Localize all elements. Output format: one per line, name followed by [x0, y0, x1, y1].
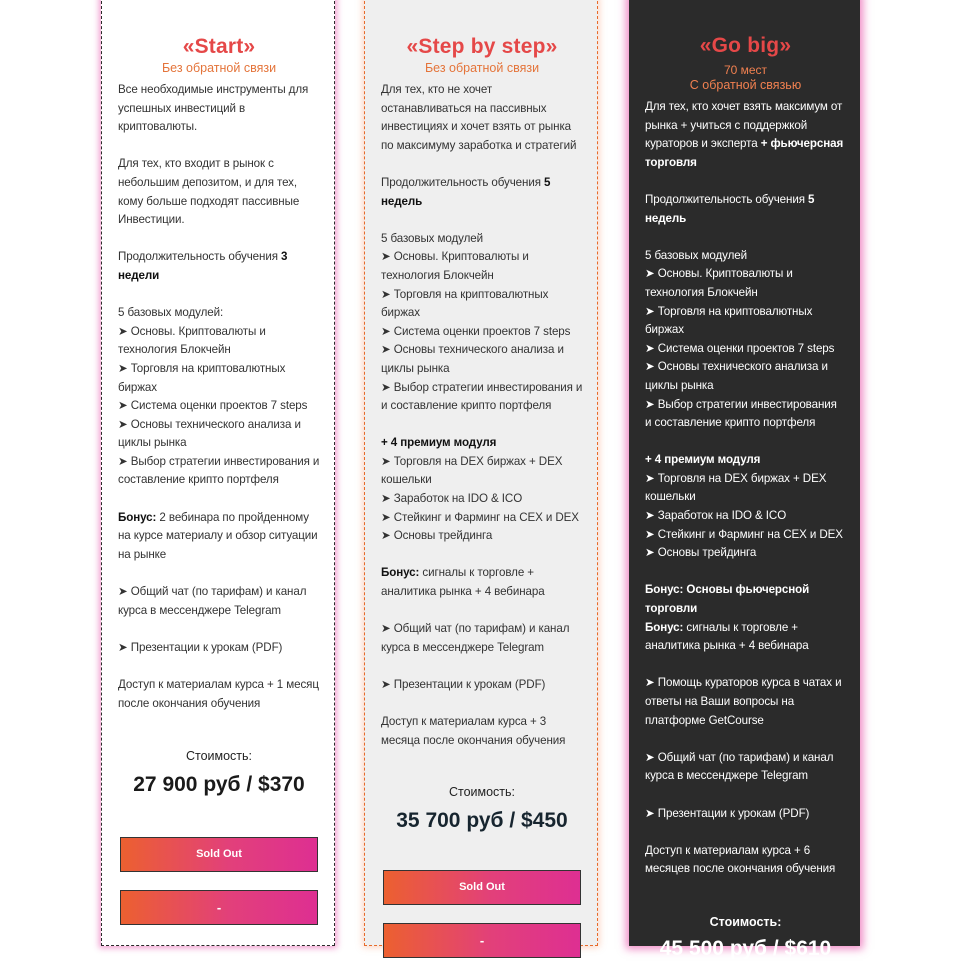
- premium-heading: + 4 премиум модуля: [645, 453, 761, 467]
- plan-description: [645, 98, 846, 879]
- module-item: ➤ Основы технического анализа и циклы рынка: [645, 360, 828, 392]
- desc-line: ➤ Общий чат (по тарифам) и канал курса в мессенджере Telegram: [118, 585, 307, 617]
- price: 45 500 руб / $610: [659, 936, 832, 960]
- price: 35 700 руб / $450: [396, 809, 568, 833]
- desc-line: ➤ Помощь кураторов курса в чатах и ответы на Ваши вопросы на платформе GetCourse: [645, 676, 842, 727]
- module-item: ➤ Торговля на DEX биржах + DEX кошельки: [645, 471, 827, 504]
- module-item: ➤ Торговля на криптовалютных биржах: [381, 287, 549, 320]
- desc-line: 5 базовых модулей: [645, 248, 747, 262]
- premium-heading: + 4 премиум модуля: [381, 436, 497, 450]
- module-item: ➤ Торговля на DEX биржах + DEX кошельки: [381, 454, 563, 487]
- plan-title: «Start»: [182, 35, 256, 58]
- bonus-line: Бонус: сигналы к торговле + аналитика рынка + 4 вебинара: [645, 620, 809, 653]
- bonus-line: Бонус: 2 вебинара по пройденному на курсе материалу и обзор ситуации на рынке: [118, 510, 318, 561]
- price-label: Стоимость:: [448, 785, 516, 800]
- bonus-line: Бонус: сигналы к торговле + аналитика рынка + 4 вебинара: [381, 566, 545, 599]
- plan-card-step-by-step: [364, 0, 598, 949]
- price: 27 900 руб / $370: [133, 773, 305, 797]
- desc-line: Доступ к материалам курса + 3 месяца после окончания обучения: [381, 715, 566, 747]
- desc-line: Все необходимые инструменты для успешных инвестиций в криптовалюты.: [118, 83, 309, 134]
- module-item: ➤ Торговля на криптовалютных биржах: [645, 304, 813, 337]
- plan-description: [118, 81, 320, 713]
- plan-card-start: [101, 0, 335, 946]
- module-item: ➤ Основы технического анализа и циклы рынка: [118, 417, 301, 450]
- desc-line: Для тех, кто хочет взять максимум от рынка + учиться с поддержкой кураторов и эксперта + фьючерсная торговля: [645, 100, 844, 169]
- desc-line: ➤ Презентации к урокам (PDF): [645, 806, 810, 820]
- desc-line: Для тех, кто входит в рынок с небольшим депозитом, и для тех, кому больше подходят пассивные Инвестиции.: [118, 157, 300, 227]
- desc-line: Для тех, кто не хочет останавливаться на пассивных инвестициях и хочет взять от рынка по максимуму заработка и стратегий: [381, 83, 577, 152]
- module-item: ➤ Стейкинг и Фарминг на CEX и DEX: [645, 527, 843, 541]
- desc-line: Доступ к материалам курса + 6 месяцев после окончания обучения: [645, 843, 836, 876]
- module-item: ➤ Заработок на IDO & ICO: [381, 492, 523, 506]
- desc-line: ➤ Презентации к урокам (PDF): [381, 678, 546, 691]
- module-item: ➤ Выбор стратегии инвестирования и и составление крипто портфеля: [381, 380, 583, 413]
- module-item: ➤ Торговля на криптовалютных биржах: [118, 361, 286, 394]
- module-item: ➤ Основы. Криптовалюты и технология Блокчейн: [381, 250, 529, 282]
- plan-description: [381, 81, 583, 750]
- module-item: ➤ Система оценки проектов 7 steps: [118, 399, 308, 413]
- module-item: ➤ Выбор стратегии инвестирования и составление крипто портфеля: [118, 454, 320, 487]
- plan-subtitle: Без обратной связи: [424, 61, 540, 75]
- module-item: ➤ Основы трейдинга: [381, 529, 493, 543]
- module-item: ➤ Основы. Криптовалюты и технология Блокчейн: [118, 324, 266, 357]
- buy-button[interactable]: -: [120, 890, 318, 925]
- module-item: ➤ Основы трейдинга: [645, 546, 757, 560]
- price-label: Стоимость:: [185, 749, 253, 764]
- sold-out-button[interactable]: Sold Out: [383, 870, 581, 905]
- module-item: ➤ Основы. Криптовалюты и технология Блокчейн: [645, 267, 793, 299]
- plan-title: «Step by step»: [406, 35, 558, 58]
- seats-count: 70 мест: [723, 63, 768, 77]
- module-item: ➤ Стейкинг и Фарминг на CEX и DEX: [381, 510, 579, 524]
- desc-line: 5 базовых модулей:: [118, 306, 224, 320]
- module-item: ➤ Система оценки проектов 7 steps: [381, 324, 571, 338]
- plan-card-go-big: [629, 0, 860, 960]
- price-label: Стоимость:: [709, 914, 782, 929]
- desc-line: ➤ Общий чат (по тарифам) и канал курса в мессенджере Telegram: [381, 622, 570, 654]
- buy-button[interactable]: -: [383, 923, 581, 958]
- bonus-line: Бонус: Основы фьючерсной торговли: [645, 583, 810, 616]
- duration-line: Продолжительность обучения 5 недель: [381, 175, 551, 208]
- module-item: ➤ Система оценки проектов 7 steps: [645, 341, 835, 355]
- desc-line: Доступ к материалам курса + 1 месяц после окончания обучения: [118, 678, 319, 710]
- sold-out-button[interactable]: Sold Out: [120, 837, 318, 872]
- duration-line: Продолжительность обучения 3 недели: [118, 250, 288, 282]
- desc-line: 5 базовых модулей: [381, 231, 483, 245]
- module-item: ➤ Заработок на IDO & ICO: [645, 509, 787, 523]
- module-item: ➤ Основы технического анализа и циклы рынка: [381, 343, 564, 375]
- module-item: ➤ Выбор стратегии инвестирования и составление крипто портфеля: [645, 397, 837, 430]
- desc-line: ➤ Общий чат (по тарифам) и канал курса в мессенджере Telegram: [645, 750, 834, 783]
- plan-subtitle: Без обратной связи: [161, 61, 277, 75]
- plan-title: «Go big»: [699, 34, 792, 57]
- plan-subtitle: С обратной связью: [689, 78, 802, 92]
- duration-line: Продолжительность обучения 5 недель: [645, 192, 815, 225]
- desc-line: ➤ Презентации к урокам (PDF): [118, 640, 283, 654]
